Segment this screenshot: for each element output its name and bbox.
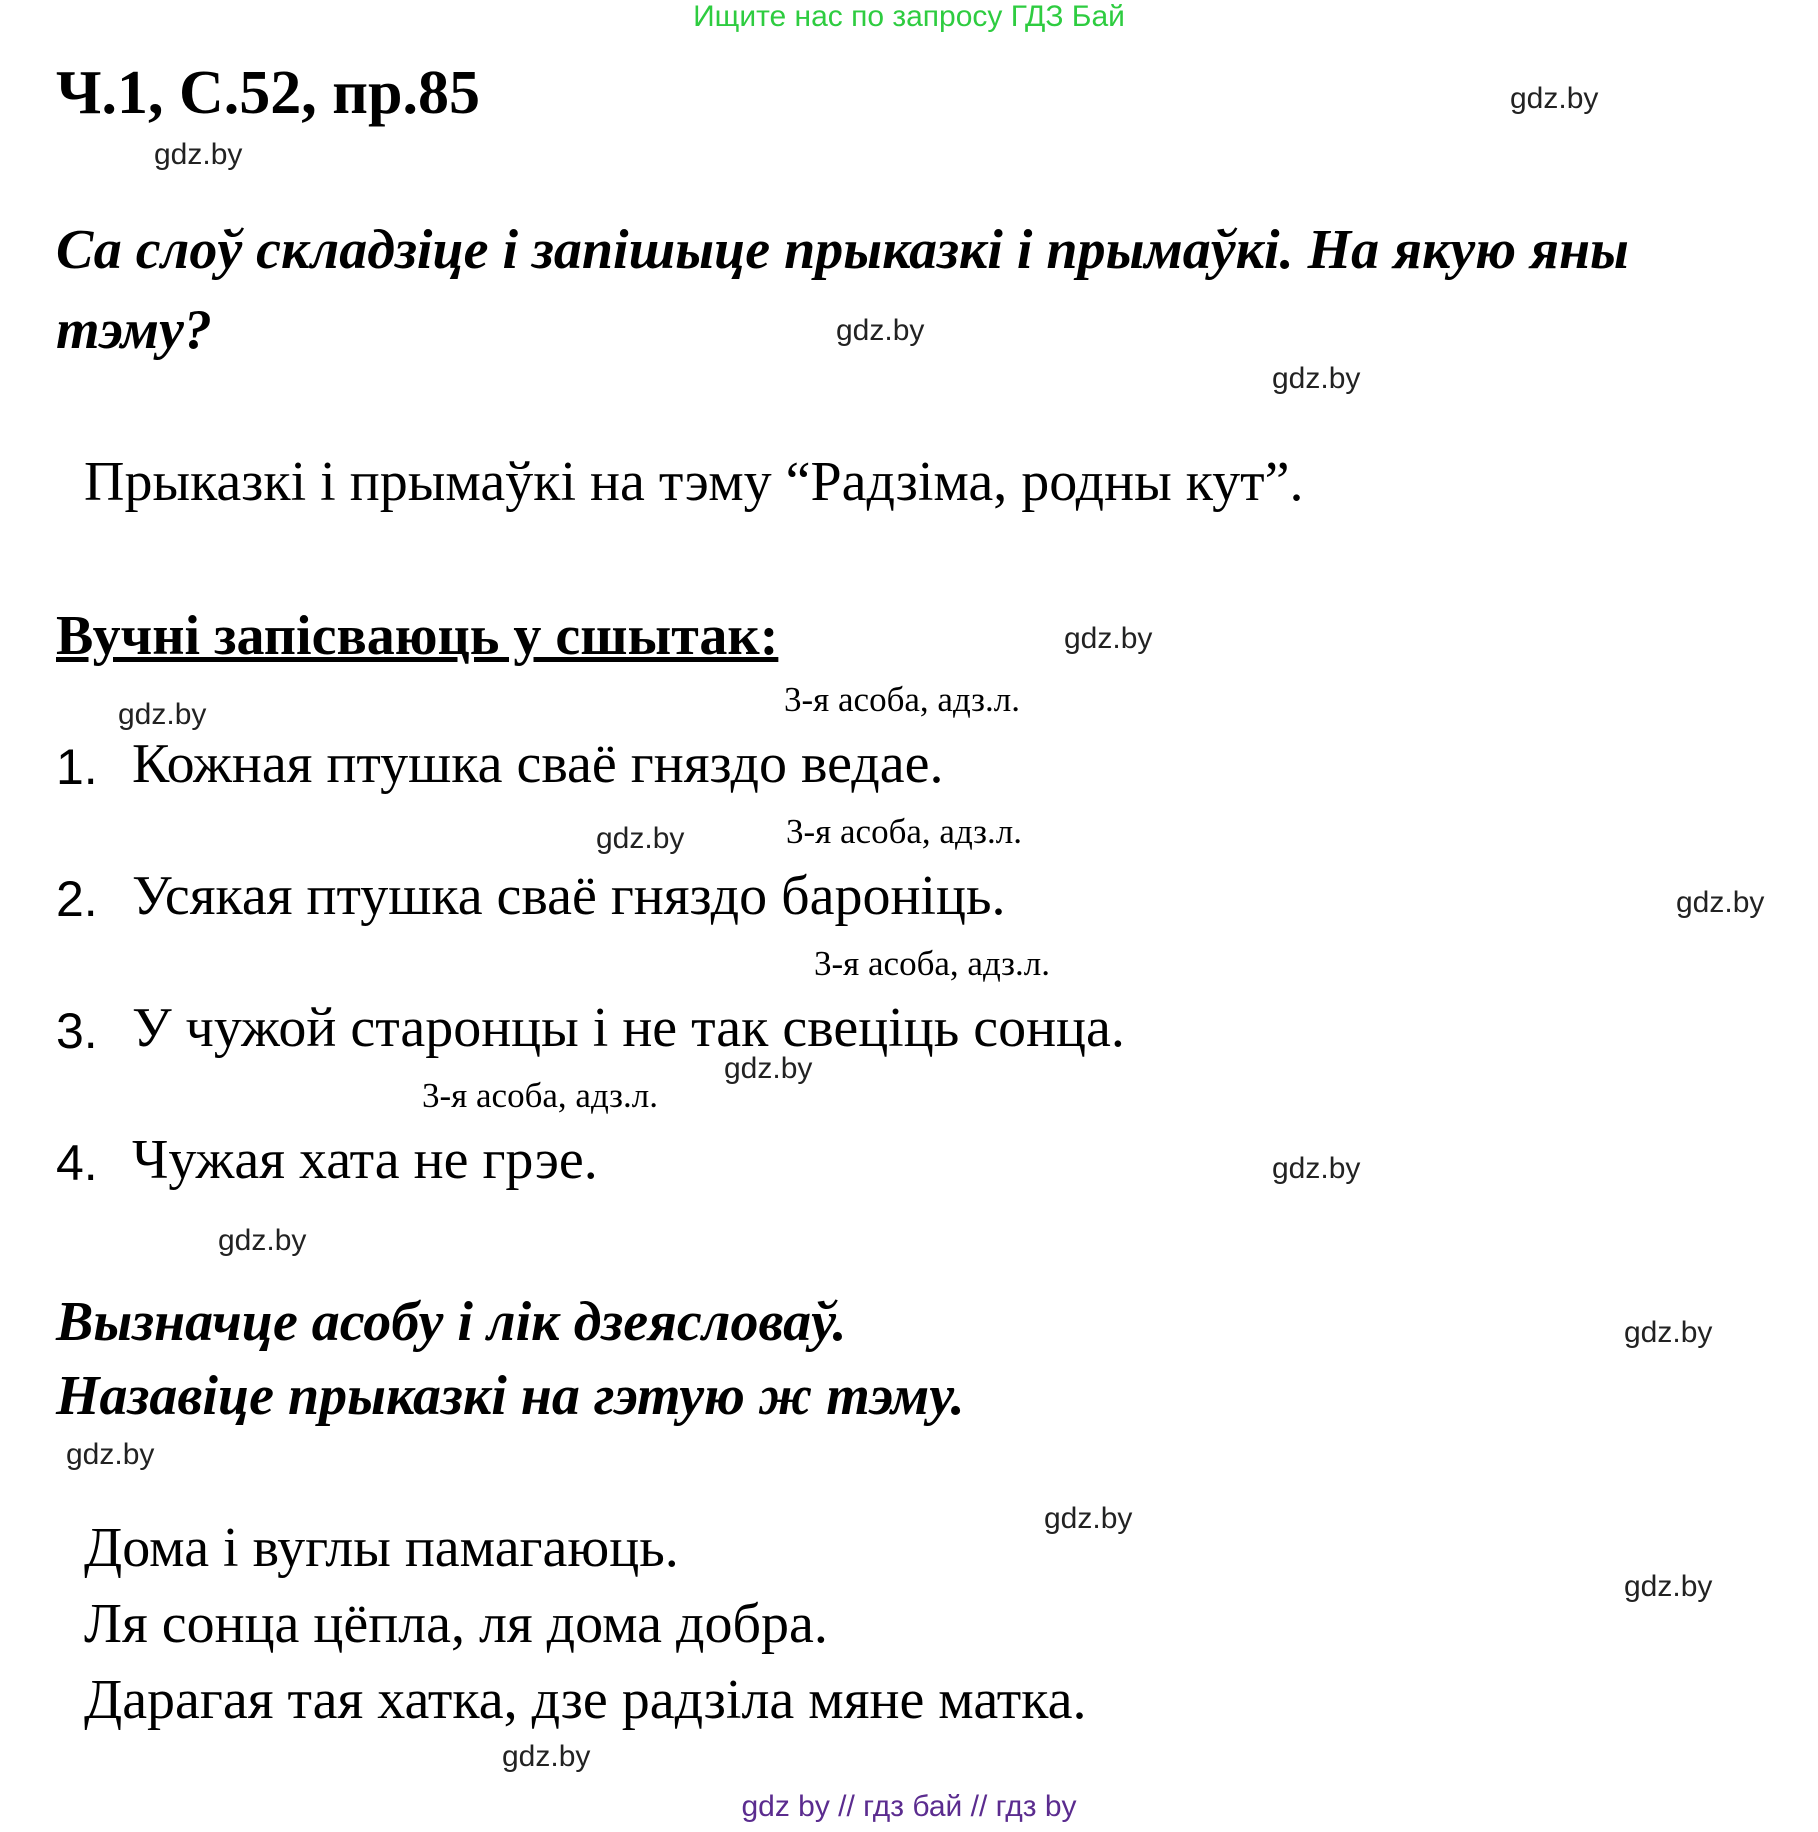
list-item-number: 2. <box>56 871 98 927</box>
list-item-text: Кожная птушка сваё гняздо ведае. <box>132 733 944 795</box>
list-item-text: У чужой старонцы і не так свеціць сонца. <box>132 997 1125 1059</box>
watermark: gdz.by <box>66 1438 155 1471</box>
watermark: gdz.by <box>1624 1316 1713 1349</box>
notebook-header: Вучні запісваюць у сшытак: <box>56 605 779 667</box>
watermark: gdz.by <box>1272 1152 1361 1185</box>
grammar-annotation: 3-я асоба, адз.л. <box>422 1076 658 1115</box>
grammar-annotation: 3-я асоба, адз.л. <box>784 680 1020 719</box>
watermark: gdz.by <box>836 314 925 347</box>
list-item-number: 4. <box>56 1135 98 1191</box>
watermark: gdz.by <box>724 1052 813 1085</box>
grammar-annotation: 3-я асоба, адз.л. <box>786 812 1022 851</box>
watermark: gdz.by <box>154 138 243 171</box>
list-item-number: 1. <box>56 739 98 795</box>
watermark: gdz.by <box>118 698 207 731</box>
watermark: gdz.by <box>1676 886 1765 919</box>
watermark: gdz.by <box>1064 622 1153 655</box>
list-item-number: 3. <box>56 1003 98 1059</box>
task-line-2: тэму? <box>56 299 212 361</box>
task2-line-2: Назавіце прыказкі на гэтую ж тэму. <box>56 1365 965 1427</box>
task2-line-1: Вызначце асобу і лік дзеясловаў. <box>56 1291 847 1353</box>
top-banner: Ищите нас по запросу ГДЗ Бай <box>693 0 1125 33</box>
watermark: gdz.by <box>1272 362 1361 395</box>
watermark: gdz.by <box>596 822 685 855</box>
answer-intro: Прыказкі і прымаўкі на тэму “Радзіма, родны кут”. <box>84 451 1304 513</box>
proverb-line: Ля сонца цёпла, ля дома добра. <box>84 1593 828 1655</box>
proverb-line: Дома і вуглы памагаюць. <box>84 1517 679 1579</box>
watermark: gdz.by <box>1624 1570 1713 1603</box>
footer-watermark: gdz by // гдз бай // гдз by <box>741 1790 1077 1823</box>
list-item-text: Чужая хата не грэе. <box>132 1129 598 1191</box>
watermark: gdz.by <box>502 1740 591 1773</box>
page-title: Ч.1, С.52, пр.85 <box>56 59 480 127</box>
grammar-annotation: 3-я асоба, адз.л. <box>814 944 1050 983</box>
watermark: gdz.by <box>1044 1502 1133 1535</box>
watermark: gdz.by <box>218 1224 307 1257</box>
list-item-text: Усякая птушка сваё гняздо бароніць. <box>132 865 1006 927</box>
watermark: gdz.by <box>1510 82 1599 115</box>
task-line-1: Са слоў складзіце і запішыце прыказкі і прымаўкі. На якую яны <box>56 219 1629 281</box>
proverb-line: Дарагая тая хатка, дзе радзіла мяне матка. <box>84 1669 1087 1731</box>
